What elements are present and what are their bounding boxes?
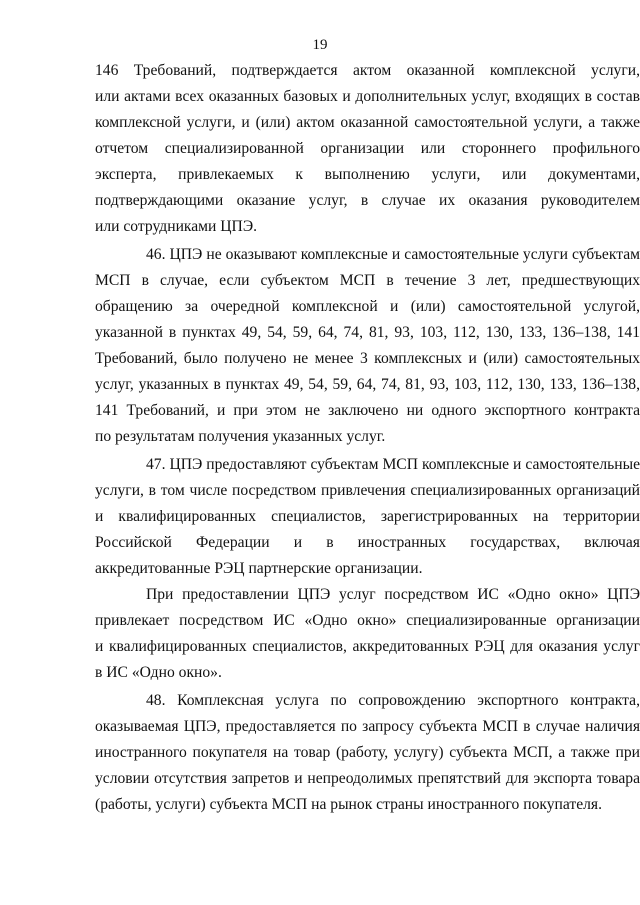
- text-line: Российской Федерации и в иностранных государствах, включая: [95, 534, 640, 551]
- text-line: (работы, услуги) субъекта МСП на рынок страны иностранного покупателя.: [95, 796, 602, 813]
- text-line: комплексной услуги, и (или) актом оказанной самостоятельной услуги, а также: [95, 114, 640, 131]
- text-line: и квалифицированных специалистов, аккредитованных РЭЦ для оказания услуг: [95, 638, 640, 655]
- text-line: или актами всех оказанных базовых и дополнительных услуг, входящих в состав: [95, 88, 640, 105]
- paragraph-48-start: 48. Комплексная услуга по сопровождению экспортного контракта,: [146, 692, 640, 709]
- text-line: услуги, в том числе посредством привлечения специализированных организаций: [95, 482, 640, 499]
- paragraph-47-start: 47. ЦПЭ предоставляют субъектам МСП комплексные и самостоятельные: [146, 456, 640, 473]
- text-line: иностранного покупателя на товар (работу, услугу) субъекта МСП, а также при: [95, 744, 640, 761]
- text-line: указанной в пунктах 49, 54, 59, 64, 74, 81, 93, 103, 112, 130, 133, 136–138, 141: [95, 324, 640, 341]
- text-line: эксперта, привлекаемых к выполнению услуги, или документами,: [95, 166, 640, 183]
- text-line: отчетом специализированной организации или стороннего профильного: [95, 140, 640, 157]
- page-number: 19: [312, 37, 328, 53]
- text-line: в ИС «Одно окно».: [95, 664, 222, 681]
- paragraph-46-start: 46. ЦПЭ не оказывают комплексные и самостоятельные услуги субъектам: [146, 246, 640, 263]
- text-line: или сотрудниками ЦПЭ.: [95, 218, 258, 235]
- text-line: оказываемая ЦПЭ, предоставляется по запросу субъекта МСП в случае наличия: [95, 718, 640, 735]
- text-line: 146 Требований, подтверждается актом оказанной комплексной услуги,: [95, 62, 640, 79]
- text-line: обращению за очередной комплексной и (или) самостоятельной услугой,: [95, 298, 640, 315]
- paragraph-47-second-start: При предоставлении ЦПЭ услуг посредством ИС «Одно окно» ЦПЭ: [146, 586, 640, 603]
- text-line: аккредитованные РЭЦ партнерские организации.: [95, 560, 423, 577]
- text-line: Требований, было получено не менее 3 комплексных и (или) самостоятельных: [95, 350, 640, 367]
- text-line: и квалифицированных специалистов, зарегистрированных на территории: [95, 508, 640, 525]
- text-line: подтверждающими оказание услуг, в случае их оказания руководителем: [95, 192, 640, 209]
- text-line: условии отсутствия запретов и непреодолимых препятствий для экспорта товара: [95, 770, 640, 787]
- text-line: МСП в случае, если субъектом МСП в течение 3 лет, предшествующих: [95, 272, 640, 289]
- text-line: услуг, указанных в пунктах 49, 54, 59, 64, 74, 81, 93, 103, 112, 130, 133, 136–138,: [95, 376, 640, 393]
- text-line: по результатам получения указанных услуг.: [95, 428, 386, 445]
- text-line: 141 Требований, и при этом не заключено ни одного экспортного контракта: [95, 402, 640, 419]
- text-line: привлекает посредством ИС «Одно окно» специализированные организации: [95, 612, 640, 629]
